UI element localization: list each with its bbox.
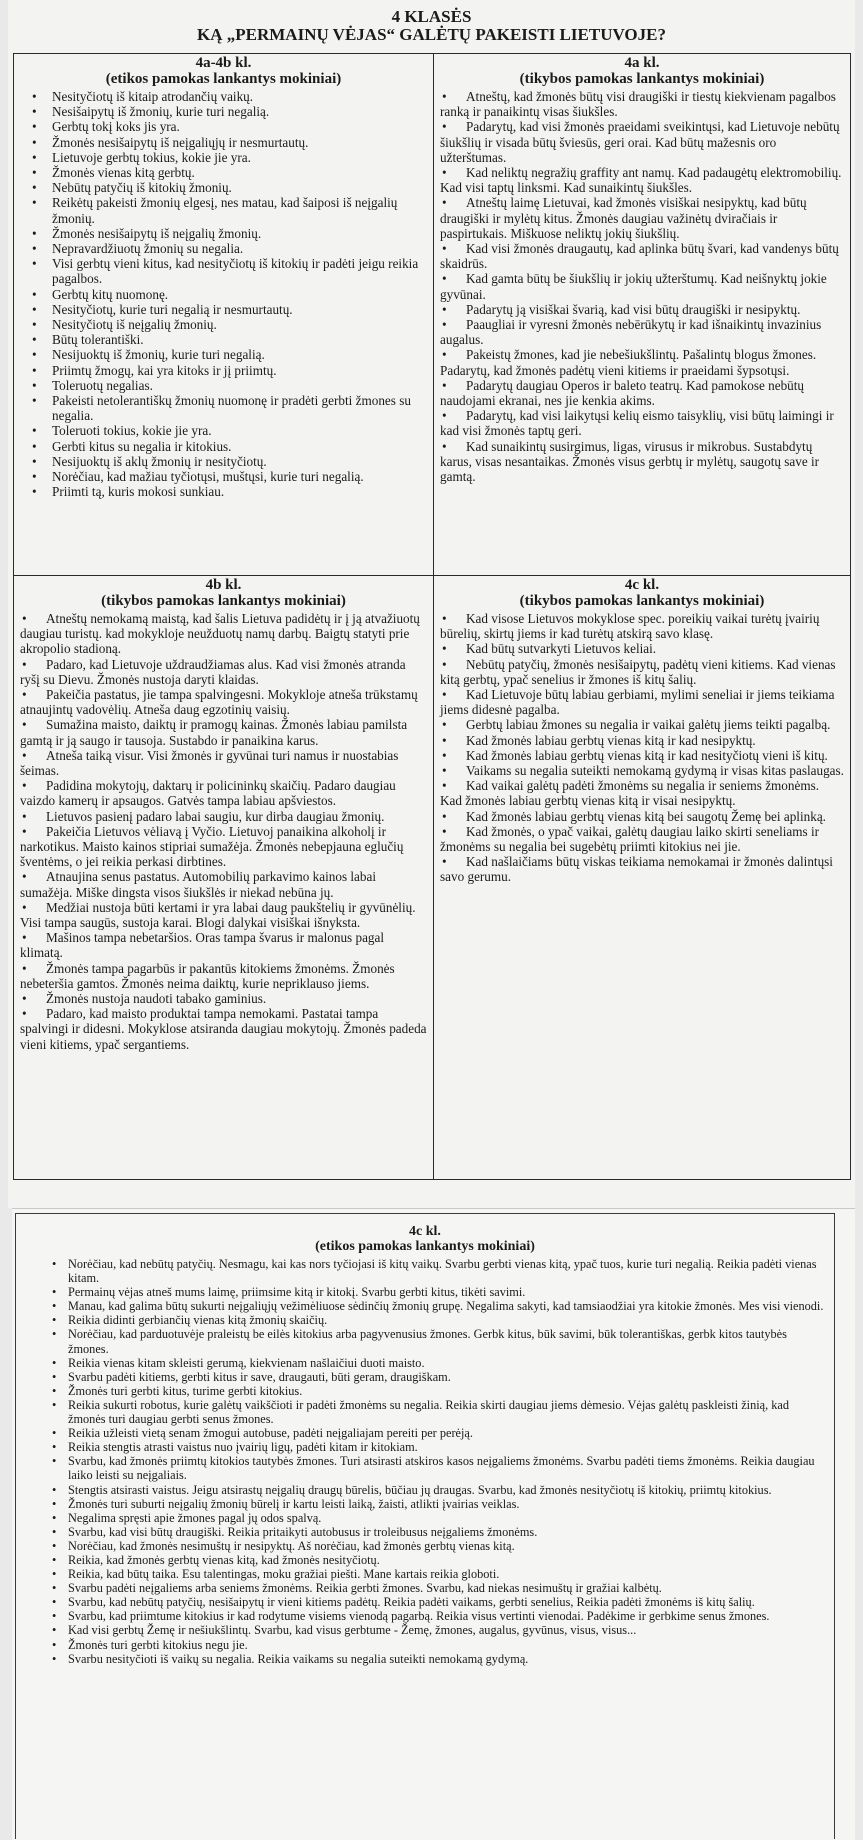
cell-4c-tikyba xyxy=(434,576,851,1180)
answers-list xyxy=(440,89,844,484)
list-item: • Mašinos tampa nebetaršios. Oras tampa švarus ir malonus pagal klimatą. xyxy=(20,930,427,960)
list-item: • Žmonės nesišaipytų iš neįgalių žmonių. xyxy=(20,226,427,241)
list-item: • Norėčiau, kad parduotuvėje praleistų be eilės kitokius arba pagyvenusius žmones. Gerbk kitus, būk savimi, būk tolerantiškas, gerbk kitos tautybės žmones. xyxy=(26,1327,824,1355)
list-item: • Svarbu padėti neįgaliems arba seniems žmonėms. Reikia gerbti žmones. Svarbu, kad niekas nesimuštų ir gražiai kalbėtų. xyxy=(26,1581,824,1595)
section-title: 4c kl. xyxy=(409,1224,441,1239)
list-item: • Padaro, kad maisto produktai tampa nemokami. Pastatai tampa spalvingi ir didesni. Mokyklose atsiranda daugiau mokytojų. Žmonės padeda vieni kitiems, ypač sergantiems. xyxy=(20,1006,427,1052)
list-item: • Gerbtų kitų nuomonę. xyxy=(20,287,427,302)
list-item: • Padarytų daugiau Operos ir baleto teatrų. Kad pamokose nebūtų naudojami ekranai, nes jie kenkia akims. xyxy=(440,378,844,408)
list-item: • Permainų vėjas atneš mums laimę, priimsime kitą ir kitokį. Svarbu gerbti kitus, tikėti savimi. xyxy=(26,1285,824,1299)
list-item: • Kad visi žmonės draugautų, kad aplinka būtų švari, kad vandenys būtų skaidrūs. xyxy=(440,241,844,271)
list-item: • Kad našlaičiams būtų viskas teikiama nemokamai ir žmonės dalintųsi savo gerumu. xyxy=(440,854,844,884)
list-item: • Priimtų žmogų, kai yra kitoks ir jį priimtų. xyxy=(20,363,427,378)
list-item: • Padidina mokytojų, daktarų ir policininkų skaičių. Padaro daugiau vaizdo kamerų ir apsaugos. Gatvės tampa labiau apšviestos. xyxy=(20,778,427,808)
list-item: • Gerbti kitus su negalia ir kitokius. xyxy=(20,439,427,454)
list-item: • Kad gamta būtų be šiukšlių ir jokių užterštumų. Kad neišnyktų jokie gyvūnai. xyxy=(440,271,844,301)
list-item: • Reikia vienas kitam skleisti gerumą, kiekvienam našlaičiui duoti maisto. xyxy=(26,1356,824,1370)
list-item: • Padaro, kad Lietuvoje uždraudžiamas alus. Kad visi žmonės atranda ryšį su Dievu. Žmonės nustoja daryti klaidas. xyxy=(20,657,427,687)
poster-title-question: KĄ „PERMAINŲ VĖJAS“ GALĖTŲ PAKEISTI LIETUVOJE? xyxy=(197,25,666,44)
list-item: • Visi gerbtų vieni kitus, kad nesityčiotų iš kitokių ir padėti jeigu reikia pagalbos. xyxy=(20,256,427,286)
list-item: • Nesityčiotų, kurie turi negalią ir nesmurtautų. xyxy=(20,302,427,317)
list-item: • Kad visi gerbtų Žemę ir nešiukšlintų. Svarbu, kad visus gerbtume - Žemę, žmones, augalus, gyvūnus, visus, visus... xyxy=(26,1623,824,1637)
answers-grid xyxy=(13,53,851,1180)
answers-list xyxy=(20,611,427,1052)
cell-4b xyxy=(14,576,434,1180)
section-title: 4b kl. xyxy=(205,577,242,593)
list-item: • Kad žmonės, o ypač vaikai, galėtų daugiau laiko skirti seneliams ir žmonėms su negalia bei sugebėtų priimti kitokius nei jie. xyxy=(440,824,844,854)
answers-list xyxy=(20,89,427,499)
list-item: • Svarbu, kad nebūtų patyčių, nesišaipytų ir vieni kitiems padėtų. Reikia padėti vaikams, gerbti senelius, Reikia padėti žmonėms iš kitų šalių. xyxy=(26,1595,824,1609)
list-item: • Nepravardžiuotų žmonių su negalia. xyxy=(20,241,427,256)
cell-4c-etika xyxy=(15,1213,835,1839)
list-item: • Stengtis atsirasti vaistus. Jeigu atsirastų neįgalių draugų būrelis, būčiau jų draugas. Svarbu, kad žmonės nesityčiotų iš kitokių, priimtų kitokius. xyxy=(26,1483,824,1497)
list-item: • Reikia užleisti vietą senam žmogui autobuse, padėti neįgaliajam pereiti per perėją. xyxy=(26,1426,824,1440)
list-item: • Reikia didinti gerbiančių vienas kitą žmonių skaičių. xyxy=(26,1313,824,1327)
list-item: • Nesijuoktų iš aklų žmonių ir nesityčiotų. xyxy=(20,454,427,469)
list-item: • Nebūtų patyčių, žmonės nesišaipytų, padėtų vieni kitiems. Kad vienas kitą gerbtų, ypač senelius ir žmones iš kitų šalių. xyxy=(440,657,844,687)
list-item: • Atneštų laimę Lietuvai, kad žmonės visiškai nesipyktų, kad būtų draugiški ir mylėtų kitus. Žmonės daugiau važinėtų dviračiais ir paspirtukais. Miškuose neliktų jokių šiukšlių. xyxy=(440,195,844,241)
section-subtitle: (tikybos pamokas lankantys mokiniai) xyxy=(519,593,765,609)
list-item: • Atneštų nemokamą maistą, kad šalis Lietuva padidėtų ir į ją atvažiuotų daugiau turistų. kad mokykloje neužduotų namų darbų. Baigtų statyti prie akropolio stadioną. xyxy=(20,611,427,657)
section-subtitle: (tikybos pamokas lankantys mokiniai) xyxy=(519,71,765,87)
list-item: • Žmonės nustoja naudoti tabako gaminius. xyxy=(20,991,427,1006)
list-item: • Žmonės nesišaipytų iš neįgaliųjų ir nesmurtautų. xyxy=(20,135,427,150)
list-item: • Žmonės tampa pagarbūs ir pakantūs kitokiems žmonėms. Žmonės nebeteršia gamtos. Žmonės neima daiktų, kurie nepriklauso jiems. xyxy=(20,961,427,991)
list-item: • Lietuvos pasienį padaro labai saugiu, kur dirba daugiau žmonių. xyxy=(20,809,427,824)
list-item: • Lietuvoje gerbtų tokius, kokie jie yra. xyxy=(20,150,427,165)
cell-4a xyxy=(434,54,851,576)
list-item: • Reikia, kad žmonės gerbtų vienas kitą, kad žmonės nesityčiotų. xyxy=(26,1553,824,1567)
list-item: • Žmonės turi gerbti kitokius negu jie. xyxy=(26,1638,824,1652)
list-item: • Vaikams su negalia suteikti nemokamą gydymą ir visas kitas paslaugas. xyxy=(440,763,844,778)
list-item: • Sumažina maisto, daiktų ir pramogų kainas. Žmonės labiau pamilsta gamtą ir ją saugo ir tausoja. Sustabdo ir panaikina karus. xyxy=(20,717,427,747)
section-title: 4a-4b kl. xyxy=(195,55,252,71)
section-subtitle: (etikos pamokas lankantys mokiniai) xyxy=(315,1239,535,1254)
list-item: • Paaugliai ir vyresni žmonės nebērūkytų ir kad išnaikintų invazinius augalus. xyxy=(440,317,844,347)
list-item: • Svarbu, kad žmonės priimtų kitokios tautybės žmones. Turi atsirasti atskiros kasos neįgaliems žmonėms. Svarbu padėti tiems žmonėms. Reikia daugiau laiko leisti su neįgaliais. xyxy=(26,1454,824,1482)
list-item: • Pakeisti netolerantiškų žmonių nuomonę ir pradėti gerbti žmones su negalia. xyxy=(20,393,427,423)
list-item: • Reikia, kad būtų taika. Esu talentingas, moku gražiai piešti. Mane kartais reikia globoti. xyxy=(26,1567,824,1581)
section-subtitle: (etikos pamokas lankantys mokiniai) xyxy=(105,71,342,87)
list-item: • Padarytų ją visiškai švarią, kad visi būtų draugiški ir nesipyktų. xyxy=(440,302,844,317)
list-item: • Nesišaipytų iš žmonių, kurie turi negalią. xyxy=(20,104,427,119)
poster-header xyxy=(8,0,855,44)
list-item: • Būtų tolerantiški. xyxy=(20,332,427,347)
list-item: • Pakeistų žmones, kad jie nebešiukšlintų. Pašalintų blogus žmones. Padarytų, kad žmonės padėtų vieni kitiems ir praeidami šypsotųsi. xyxy=(440,347,844,377)
list-item: • Reikia stengtis atrasti vaistus nuo įvairių ligų, padėti kitam ir kitokiam. xyxy=(26,1440,824,1454)
list-item: • Žmonės turi suburti neįgalių žmonių būrelį ir kartu leisti laiką, žaisti, atlikti įvairias veiklas. xyxy=(26,1497,824,1511)
list-item: • Kad žmonės labiau gerbtų vienas kitą ir kad nesipyktų. xyxy=(440,733,844,748)
list-item: • Norėčiau, kad nebūtų patyčių. Nesmagu, kai kas nors tyčiojasi iš kitų vaikų. Svarbu gerbti vienas kitą, ypač tuos, kurie turi negalią. Reikia padėti vienas kitam. xyxy=(26,1257,824,1285)
list-item: • Žmonės vienas kitą gerbtų. xyxy=(20,165,427,180)
list-item: • Reikėtų pakeisti žmonių elgesį, nes matau, kad šaiposi iš neįgalių žmonių. xyxy=(20,195,427,225)
list-item: • Reikia sukurti robotus, kurie galėtų vaikščioti ir padėti žmonėms su negalia. Reikia skirti daugiau jiems dėmesio. Vėjas galėtų paskleisti žinią, kad žmonės turi daugiau gerbti senus žmones. xyxy=(26,1398,824,1426)
list-item: • Nesityčiotų iš kitaip atrodančių vaikų. xyxy=(20,89,427,104)
list-item: • Gerbtų labiau žmones su negalia ir vaikai galėtų jiems teikti pagalbą. xyxy=(440,717,844,732)
list-item: • Nebūtų patyčių iš kitokių žmonių. xyxy=(20,180,427,195)
list-item: • Norėčiau, kad žmonės nesimuštų ir nesipyktų. Aš norėčiau, kad žmonės gerbtų vienas kitą. xyxy=(26,1539,824,1553)
list-item: • Nesijuoktų iš žmonių, kurie turi negalią. xyxy=(20,347,427,362)
list-item: • Toleruotų negalias. xyxy=(20,378,427,393)
list-item: • Norėčiau, kad mažiau tyčiotųsi, muštųsi, kurie turi negalią. xyxy=(20,469,427,484)
list-item: • Gerbtų tokį koks jis yra. xyxy=(20,119,427,134)
list-item: • Priimti tą, kuris mokosi sunkiau. xyxy=(20,484,427,499)
list-item: • Medžiai nustoja būti kertami ir yra labai daug paukštelių ir gyvūnėlių. Visi tampa saugūs, sustoja karai. Blogi dalykai visiškai išnyksta. xyxy=(20,900,427,930)
list-item: • Kad neliktų negražių graffity ant namų. Kad padaugėtų elektromobilių. Kad visi taptų linksmi. Kad sunaikintų šiukšles. xyxy=(440,165,844,195)
list-item: • Kad sunaikintų susirgimus, ligas, virusus ir mikrobus. Sustabdytų karus, visas nesantaikas. Žmonės visus gerbtų ir mylėtų, saugotų save ir gamtą. xyxy=(440,439,844,485)
list-item: • Kad vaikai galėtų padėti žmonėms su negalia ir seniems žmonėms. Kad žmonės labiau gerbtų vienas kitą ir visai nesipyktų. xyxy=(440,778,844,808)
list-item: • Padarytų, kad visi laikytųsi kelių eismo taisyklių, visi būtų laimingi ir kad visi žmonės taptų geri. xyxy=(440,408,844,438)
list-item: • Toleruoti tokius, kokie jie yra. xyxy=(20,423,427,438)
list-item: • Atneša taiką visur. Visi žmonės ir gyvūnai turi namus ir nuostabias šeimas. xyxy=(20,748,427,778)
list-item: • Kad būtų sutvarkyti Lietuvos keliai. xyxy=(440,641,844,656)
cell-4a4b xyxy=(14,54,434,576)
poster-title-grade: 4 KLASĖS xyxy=(391,7,472,26)
list-item: • Kad Lietuvoje būtų labiau gerbiami, mylimi seneliai ir jiems teikiama jiems didesnė pagalba. xyxy=(440,687,844,717)
list-item: • Žmonės turi gerbti kitus, turime gerbti kitokius. xyxy=(26,1384,824,1398)
list-item: • Manau, kad galima būtų sukurti neįgaliųjų vežimėliuose sėdinčių žmonių grupę. Negalima sakyti, kad tamsiaodžiai yra kitokie žmonės. Mes visi vienodi. xyxy=(26,1299,824,1313)
list-item: • Kad žmonės labiau gerbtų vienas kitą ir kad nesityčiotų vieni iš kitų. xyxy=(440,748,844,763)
section-title: 4a kl. xyxy=(624,55,660,71)
list-item: • Svarbu, kad visi būtų draugiški. Reikia pritaikyti autobusus ir troleibusus neįgaliems žmonėms. xyxy=(26,1525,824,1539)
list-item: • Atneštų, kad žmonės būtų visi draugiški ir tiestų kiekvienam pagalbos ranką ir panaikintų visas šiukšles. xyxy=(440,89,844,119)
list-item: • Pakeičia pastatus, jie tampa spalvingesni. Mokykloje atneša trūkstamų atnaujintų vadovėlių. Atneša daug egzotinių vaisių. xyxy=(20,687,427,717)
section-subtitle: (tikybos pamokas lankantys mokiniai) xyxy=(101,593,346,609)
list-item: • Padarytų, kad visi žmonės praeidami sveikintųsi, kad Lietuvoje nebūtų šiukšlių ir visada būtų šviesūs, geri orai. Kad būtų mažesnis oro užterštumas. xyxy=(440,119,844,165)
answers-list xyxy=(26,1257,824,1666)
list-item: • Pakeičia Lietuvos vėliavą į Vyčio. Lietuvoj panaikina alkoholį ir narkotikus. Maisto kainos stipriai sumažėja. Žmonės nebepjauna eglučių šventėms, o jei reikia perkasi dirbtines. xyxy=(20,824,427,870)
list-item: • Atnaujina senus pastatus. Automobilių parkavimo kainos labai sumažėja. Miške dingsta visos šiukšlės ir niekad nebūna jų. xyxy=(20,869,427,899)
answers-list xyxy=(440,611,844,885)
section-title: 4c kl. xyxy=(624,577,660,593)
list-item: • Kad visose Lietuvos mokyklose spec. poreikių vaikai turėtų įvairių būrelių, skirtų jiems ir kad turėtų atskirą savo klasę. xyxy=(440,611,844,641)
list-item: • Negalima spręsti apie žmones pagal jų odos spalvą. xyxy=(26,1511,824,1525)
list-item: • Svarbu padėti kitiems, gerbti kitus ir save, draugauti, būti geram, draugiškam. xyxy=(26,1370,824,1384)
list-item: • Nesityčiotų iš neįgalių žmonių. xyxy=(20,317,427,332)
list-item: • Kad žmonės labiau gerbtų vienas kitą bei saugotų Žemę bei aplinką. xyxy=(440,809,844,824)
list-item: • Svarbu, kad priimtume kitokius ir kad rodytume visiems vienodą pagarbą. Reikia visus vertinti vienodai. Padėkime ir gerbkime senus žmones. xyxy=(26,1609,824,1623)
list-item: • Svarbu nesityčioti iš vaikų su negalia. Reikia vaikams su negalia suteikti nemokamą gydymą. xyxy=(26,1652,824,1666)
